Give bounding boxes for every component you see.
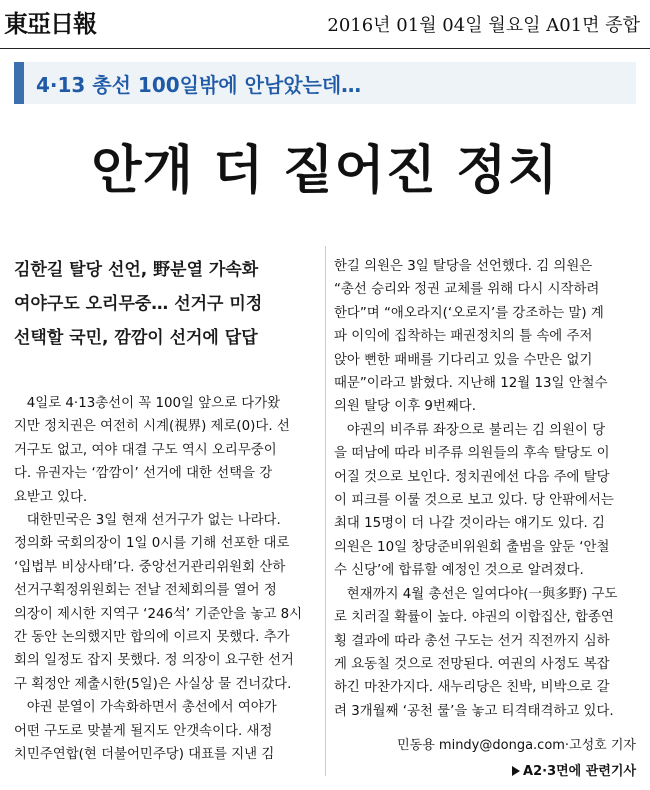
article-text-line: 의원 탈당 이후 9번째다. <box>334 399 476 415</box>
article-text-line: 하긴 마찬가지다. 새누리당은 친박, 비박으로 갈 <box>334 680 610 696</box>
article-text-line: 한다”며 “애오라지(‘오로지’를 강조하는 말) 계 <box>334 305 604 321</box>
article-text-line: 회의 일정도 잡지 못했다. 정 의장이 요구한 선거 <box>14 653 294 669</box>
subheadline-1: 김한길 탈당 선언, 野분열 가속화 <box>14 260 259 280</box>
article-text-line: ‘입법부 비상사태’다. 중앙선거관리위원회 산하 <box>14 559 286 575</box>
article-text-line: 의장이 제시한 지역구 ‘246석’ 기준안을 놓고 8시 <box>14 606 303 622</box>
article-text-line: 때문”이라고 밝혔다. 지난해 12월 13일 안철수 <box>334 376 608 392</box>
newspaper-logo: 東亞日報 <box>4 9 96 38</box>
article-text-line: 게 요동칠 것으로 전망된다. 여권의 사정도 복잡 <box>334 656 610 672</box>
subheadline-3: 선택할 국민, 깜깜이 선거에 답답 <box>14 328 258 348</box>
article-text-line: 의원은 10일 창당준비위원회 출범을 앞둔 ‘안철 <box>334 539 610 555</box>
article-text-line: 야권 분열이 가속화하면서 총선에서 여야가 <box>14 700 277 716</box>
article-text-line: 로 치러질 확률이 높다. 야권의 이합집산, 합종연 <box>334 610 614 626</box>
dateline: 2016년 01월 04일 월요일 A01면 종합 <box>327 15 640 36</box>
article-text-line: 파 이익에 집착하는 패권정치의 틀 속에 주저 <box>334 329 593 345</box>
article-text-line: 선거구획정위원회는 전날 전체회의를 열어 정 <box>14 583 277 599</box>
related-articles-link[interactable] <box>512 760 636 779</box>
article-text-line: 어떤 구도로 맞붙게 될지도 안갯속이다. 새정 <box>14 723 273 739</box>
article-text-line: 구 획정안 제출시한(5일)은 사실상 물 건너갔다. <box>14 676 292 692</box>
byline: 민동용 mindy@donga.com·고성호 기자 <box>397 738 636 753</box>
article-text-line: 다. 유권자는 ‘깜깜이’ 선거에 대한 선택을 강 <box>14 466 273 482</box>
article-text-line: 지만 정치권은 여전히 시계(視界) 제로(0)다. 선 <box>14 419 290 435</box>
article-text-line: 한길 의원은 3일 탈당을 선언했다. 김 의원은 <box>334 259 593 274</box>
article-text-line: 이 피크를 이룰 것으로 보고 있다. 당 안팎에서는 <box>334 493 614 509</box>
article-text-line: 간 동안 논의했지만 합의에 이르지 못했다. 추가 <box>14 630 290 646</box>
article-text-line: 거구도 없고, 여야 대결 구도 역시 오리무중이 <box>14 442 277 458</box>
article-text-line: 최대 15명이 더 나갈 것이라는 얘기도 있다. 김 <box>334 516 605 532</box>
article-text-line: 어질 것으로 보인다. 정치권에선 다음 주에 탈당 <box>334 469 610 485</box>
kicker-text: 4·13 총선 100일밖에 안남았는데… <box>36 73 362 97</box>
related-articles-label: A2·3면에 관련기사 <box>523 764 636 779</box>
kicker-banner <box>14 62 636 104</box>
article-column-right <box>334 255 638 723</box>
article-text-line: 현재까지 4월 총선은 일여다야(一與多野) 구도 <box>334 586 618 602</box>
article-text-line: “총선 승리와 정권 교체를 위해 다시 시작하려 <box>334 282 600 298</box>
arrow-right-icon <box>512 766 520 776</box>
article-text-line: 치민주연합(현 더불어민주당) 대표를 지낸 김 <box>14 747 275 763</box>
article-text-line: 대한민국은 3일 현재 선거구가 없는 나라다. <box>14 513 281 529</box>
article-text-line: 4일로 4·13총선이 꼭 100일 앞으로 다가왔 <box>14 396 281 411</box>
article-column-left <box>14 392 316 767</box>
subheadline-2: 여야구도 오리무중… 선거구 미정 <box>14 294 263 314</box>
headline: 안개 더 짙어진 정치 <box>91 141 559 201</box>
article-text-line: 횡 결과에 따라 총선 구도는 선거 직전까지 심하 <box>334 633 610 649</box>
article-text-line: 을 떠남에 따라 비주류 의원들의 후속 탈당도 이 <box>334 446 610 462</box>
masthead <box>0 0 650 49</box>
column-divider <box>325 246 326 776</box>
article-text-line: 앉아 뻔한 패배를 기다리고 있을 수만은 없기 <box>334 352 593 368</box>
article-text-line: 야권의 비주류 좌장으로 불리는 김 의원이 당 <box>334 422 606 438</box>
article-text-line: 수 신당’에 합류할 예정인 것으로 알려졌다. <box>334 563 584 579</box>
article-text-line: 정의화 국회의장이 1일 0시를 기해 선포한 대로 <box>14 536 290 552</box>
subheadlines <box>14 253 314 355</box>
article-text-line: 요받고 있다. <box>14 489 88 505</box>
article-text-line: 려 3개월째 ‘공천 룰’을 놓고 티격태격하고 있다. <box>334 703 614 719</box>
